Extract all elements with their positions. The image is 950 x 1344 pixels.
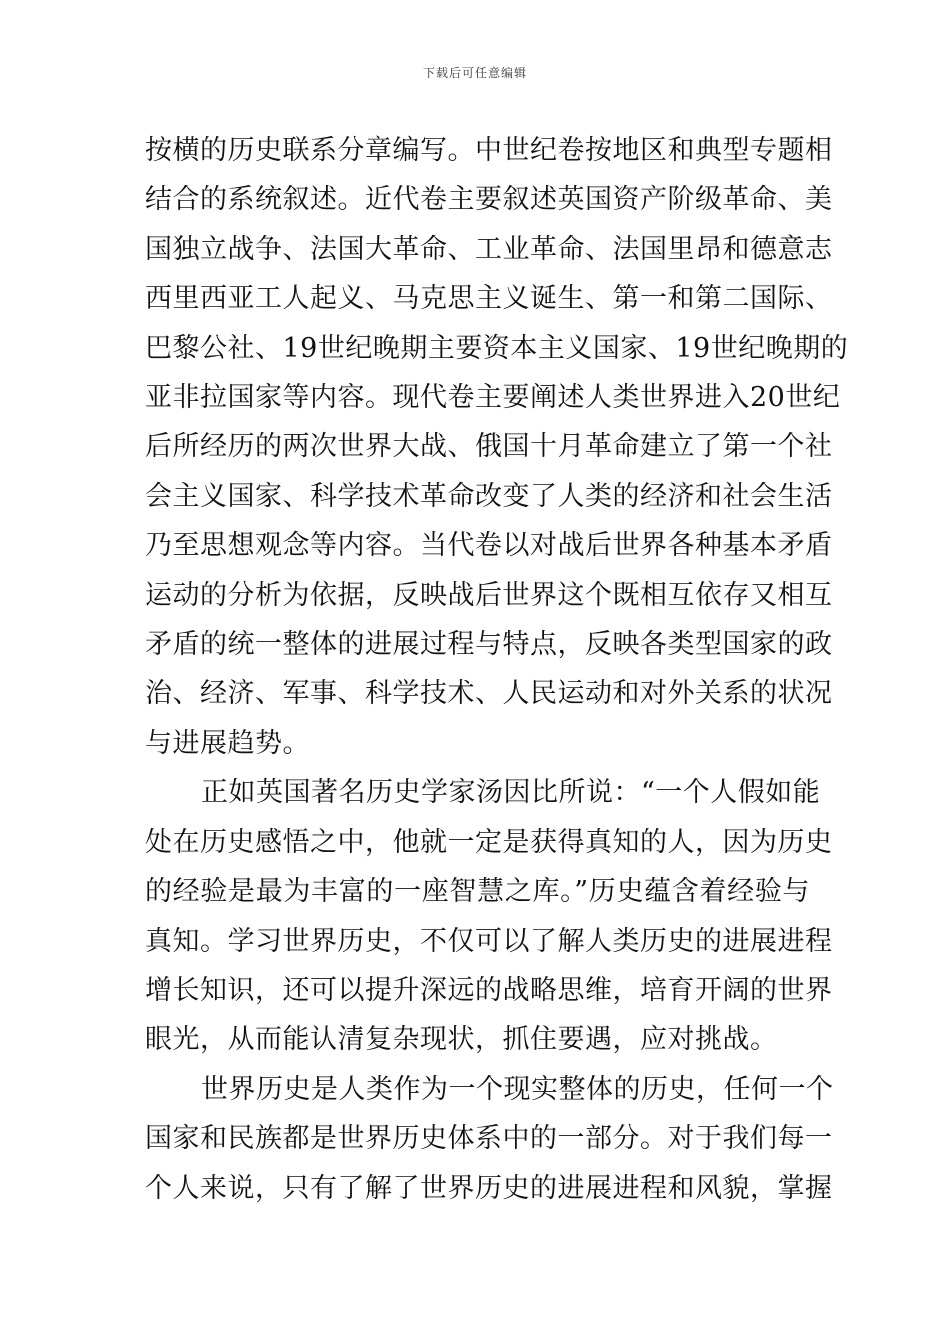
paragraph-1 [145,126,849,768]
text-line: 亚非拉国家等内容。现代卷主要阐述人类世界进入20世纪 [145,382,841,414]
header-note: 下载后可任意编辑 [422,66,527,80]
text-line: 矛盾的统一整体的进展过程与特点，反映各类型国家的政 [145,629,833,661]
text-line: 乃至思想观念等内容。当代卷以对战后世界各种基本矛盾 [145,530,833,562]
text-line: 西里西亚工人起义、马克思主义诞生、第一和第二国际、 [145,283,833,315]
text-line: 会主义国家、科学技术革命改变了人类的经济和社会生活 [145,480,833,512]
text-line: 与进展趋势。 [145,727,310,759]
text-line: 的经验是最为丰富的一座智慧之库。”历史蕴含着经验与 [145,876,810,908]
text-line: 正如英国著名历史学家汤因比所说：“一个人假如能 [201,777,821,809]
text-line: 国独立战争、法国大革命、工业革命、法国里昂和德意志 [145,233,833,265]
text-line: 增长知识，还可以提升深远的战略思维，培育开阔的世界 [145,974,833,1006]
text-line: 后所经历的两次世界大战、俄国十月革命建立了第一个社 [145,431,833,463]
text-line: 治、经济、军事、科学技术、人民运动和对外关系的状况 [145,678,833,710]
document-body [145,126,849,1213]
paragraph-3 [145,1065,834,1213]
text-line: 运动的分析为依据，反映战后世界这个既相互依存又相互 [145,579,833,611]
text-line: 世界历史是人类作为一个现实整体的历史，任何一个 [201,1073,834,1105]
text-line: 按横的历史联系分章编写。中世纪卷按地区和典型专题相 [145,135,833,166]
text-line: 结合的系统叙述。近代卷主要叙述英国资产阶级革命、美 [145,184,833,216]
text-line: 处在历史感悟之中，他就一定是获得真知的人，因为历史 [145,826,833,858]
text-line: 个人来说，只有了解了世界历史的进展进程和风貌，掌握 [145,1172,833,1204]
text-line: 眼光，从而能认清复杂现状，抓住要遇，应对挑战。 [145,1024,778,1056]
paragraph-2 [145,768,833,1064]
text-line: 巴黎公社、19世纪晚期主要资本主义国家、19世纪晚期的 [145,332,849,364]
text-line: 国家和民族都是世界历史体系中的一部分。对于我们每一 [145,1123,833,1155]
text-line: 真知。学习世界历史，不仅可以了解人类历史的进展进程 [145,925,833,957]
